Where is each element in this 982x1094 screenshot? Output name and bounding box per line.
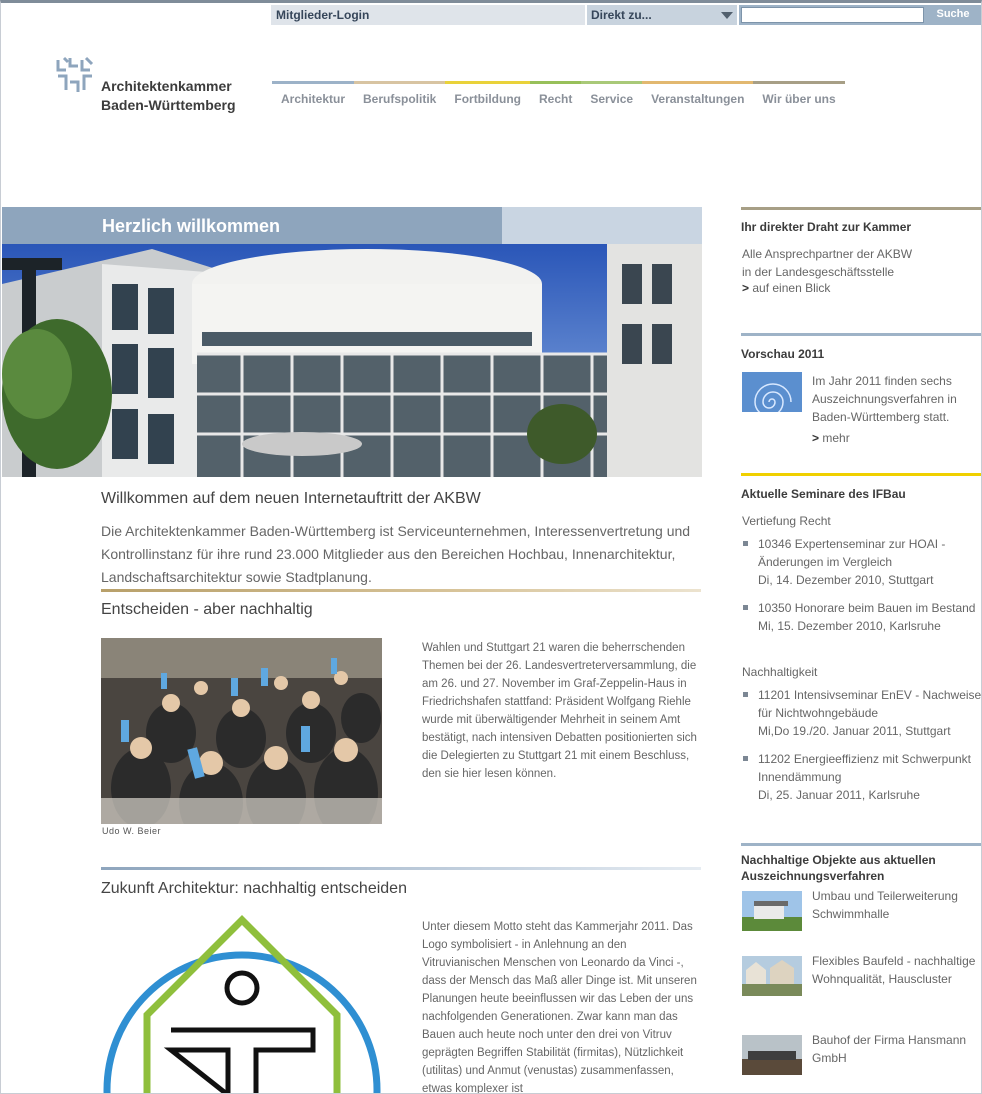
contact-line-1: Alle Ansprechpartner der AKBW xyxy=(742,247,913,261)
article-2-heading[interactable]: Zukunft Architektur: nachhaltig entscheiden xyxy=(101,880,407,897)
sidebar-rule xyxy=(741,207,981,210)
article-1-text: Wahlen und Stuttgart 21 waren die beherrschenden Themen bei der 26. Landesvertreterversammlung, die am 26. und 27. November im Graf-Zeppelin-Haus in Friedrichshafen stattfand: Präsident Wolfgang Riehle wurde mit überwältigender Mehrheit in seinem Amt bestätigt, nach intensiven Debatten positionierten sich die Delegierten zu Stuttgart 21 mit einem Beschluss, den sie hier lesen können. xyxy=(422,642,697,780)
preview-heading: Vorschau 2011 xyxy=(741,347,825,361)
seminar-item[interactable] xyxy=(742,599,982,635)
seminar-item[interactable] xyxy=(742,686,982,740)
seminar-group-2: Nachhaltigkeit xyxy=(742,665,818,679)
quick-nav-label: Direkt zu... xyxy=(591,8,652,22)
contact-link[interactable]: > auf einen Blick xyxy=(742,281,831,295)
nav-item-berufspolitik[interactable]: Berufspolitik xyxy=(354,81,445,111)
article-1-heading[interactable]: Entscheiden - aber nachhaltig xyxy=(101,601,313,618)
contact-link-label: auf einen Blick xyxy=(752,281,831,295)
seminar-date: Mi,Do 19./20. Januar 2011, Stuttgart xyxy=(758,724,951,738)
delegates-voting-photo[interactable] xyxy=(101,638,382,824)
seminar-title: 10346 Expertenseminar zur HOAI - Änderungen im Vergleich xyxy=(758,537,946,569)
seminar-date: Di, 14. Dezember 2010, Stuttgart xyxy=(758,573,934,587)
main-nav xyxy=(272,81,845,111)
vitruvian-logo xyxy=(101,915,383,1094)
section-divider xyxy=(101,589,701,592)
chevron-down-icon xyxy=(721,12,733,19)
akbw-logo-mark-icon xyxy=(56,56,94,94)
seminar-list-2 xyxy=(742,686,982,814)
intro-heading: Willkommen auf dem neuen Internetauftritt der AKBW xyxy=(101,490,481,507)
seminars-heading: Aktuelle Seminare des IFBau xyxy=(741,487,906,501)
intro-text: Die Architektenkammer Baden-Württemberg ist Serviceunternehmen, Interessenvertretung und Kontrollinstanz für ihre rund 23.000 Mitglieder aus den Bereichen Hochbau, Innenarchitektur, Landschaftsarchitektur sowie Stadtplanung. xyxy=(101,523,691,585)
quick-nav-select[interactable] xyxy=(587,5,737,25)
seminar-title: 11202 Energieeffizienz mit Schwerpunkt Innendämmung xyxy=(758,752,972,784)
seminar-item[interactable] xyxy=(742,750,982,804)
object-thumbnail-2[interactable] xyxy=(742,956,802,996)
seminar-item[interactable] xyxy=(742,535,982,589)
sidebar-rule xyxy=(741,333,981,336)
nav-item-veranstaltungen[interactable]: Veranstaltungen xyxy=(642,81,753,111)
logo-line-2: Baden-Württemberg xyxy=(101,97,236,113)
object-thumbnail-1[interactable] xyxy=(742,891,802,931)
preview-text: Im Jahr 2011 finden sechs Auszeichnungsverfahren in Baden-Württemberg statt. xyxy=(812,374,957,424)
seminar-date: Di, 25. Januar 2011, Karlsruhe xyxy=(758,788,920,802)
logo-line-1: Architektenkammer xyxy=(101,78,232,94)
object-title-2[interactable]: Flexibles Baufeld - nachhaltige Wohnqualität, Hauscluster xyxy=(812,954,976,986)
article-2-text: Unter diesem Motto steht das Kammerjahr 2011. Das Logo symbolisiert - in Anlehnung an den Vitruvianischen Menschen von Leonardo da Vinci -, dass der Mensch das Maß aller Dinge ist. Mit unseren Planungen heute beeinflussen wir das Leben der uns nachfolgenden Generationen. Zwar kann man das Bauen auch heute noch unter den drei von Vitruv geprägten Begriffen Stabilität (firmitas), Nützlichkeit (utilitas) und Anmut (venustas) zusammenfassen, etwas komplexer ist xyxy=(422,921,697,1094)
search-input[interactable] xyxy=(741,7,924,23)
seminar-title: 11201 Intensivseminar EnEV - Nachweise für Nichtwohngebäude xyxy=(758,688,982,720)
contact-line-2: in der Landesgeschäftsstelle xyxy=(742,265,895,279)
seminar-group-1: Vertiefung Recht xyxy=(742,514,831,528)
nav-item-wir-ber-uns[interactable]: Wir über uns xyxy=(753,81,844,111)
preview-link-label: mehr xyxy=(822,431,850,445)
nav-item-fortbildung[interactable]: Fortbildung xyxy=(445,81,530,111)
object-title-1[interactable]: Umbau und Teilerweiterung Schwimmhalle xyxy=(812,889,958,921)
welcome-bar xyxy=(2,207,702,244)
utility-bar xyxy=(271,5,981,25)
nav-item-recht[interactable]: Recht xyxy=(530,81,581,111)
contact-heading: Ihr direkter Draht zur Kammer xyxy=(741,220,912,234)
photo-caption: Udo W. Beier xyxy=(102,826,162,836)
nautilus-shell-thumbnail[interactable] xyxy=(742,372,802,412)
sidebar-rule xyxy=(741,473,981,476)
object-thumbnail-3[interactable] xyxy=(742,1035,802,1075)
seminar-date: Mi, 15. Dezember 2010, Karlsruhe xyxy=(758,619,941,633)
nav-item-architektur[interactable]: Architektur xyxy=(272,81,354,111)
welcome-title: Herzlich willkommen xyxy=(102,216,281,236)
search-box xyxy=(739,5,982,25)
sidebar-rule xyxy=(741,843,981,846)
section-divider xyxy=(101,867,701,870)
objects-heading: Nachhaltige Objekte aus aktuellen Auszeichnungsverfahren xyxy=(741,853,936,883)
search-button[interactable]: Suche xyxy=(936,8,970,20)
nav-item-service[interactable]: Service xyxy=(581,81,642,111)
preview-more-link[interactable]: > mehr xyxy=(812,431,850,445)
seminar-title: 10350 Honorare beim Bauen im Bestand xyxy=(758,601,976,615)
member-login-link[interactable]: Mitglieder-Login xyxy=(271,5,585,25)
object-title-3[interactable]: Bauhof der Firma Hansmann GmbH xyxy=(812,1033,967,1065)
hero-building-image xyxy=(2,244,702,477)
seminar-list-1 xyxy=(742,535,982,645)
